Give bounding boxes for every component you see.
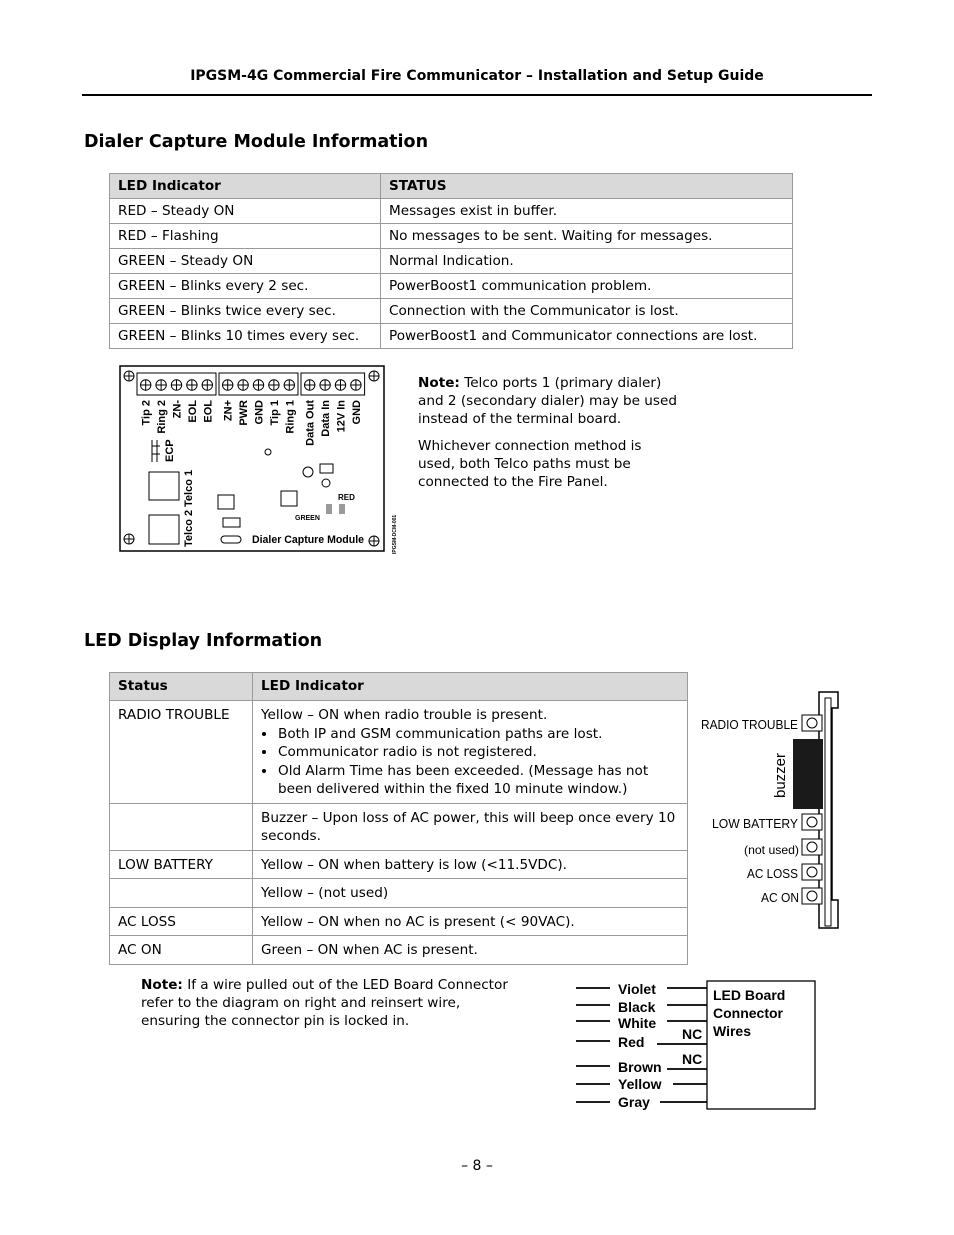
radio-trouble-led: [802, 715, 822, 731]
cell-text: Yellow – ON when radio trouble is present.: [261, 707, 548, 723]
terminal-label: Tip 2: [140, 400, 153, 426]
screw-terminal-icon: [351, 380, 361, 390]
table-cell: AC LOSS: [110, 907, 253, 936]
wire-yellow: [576, 1076, 707, 1092]
table-row: [110, 936, 688, 965]
terminal-label: GND: [253, 400, 266, 425]
table-cell: RED – Flashing: [110, 224, 381, 249]
mounting-hole-icon: [369, 371, 379, 381]
table-cell: [110, 803, 253, 850]
column-header: Status: [110, 673, 253, 701]
screw-terminal-icon: [335, 380, 345, 390]
table-row: [110, 249, 793, 274]
mounting-hole-icon: [124, 534, 134, 544]
ac-on-label: AC ON: [761, 890, 799, 905]
wire-label: Black: [618, 999, 656, 1015]
screw-terminal-icon: [305, 380, 315, 390]
table-cell: [110, 879, 253, 908]
nc-label: NC: [682, 1051, 703, 1067]
table-row: [110, 274, 793, 299]
table-row: [110, 324, 793, 349]
wire-gray: [576, 1094, 707, 1110]
table-cell: PowerBoost1 communication problem.: [381, 274, 793, 299]
table-cell: [253, 701, 688, 804]
wire-violet: [576, 981, 707, 997]
table-cell: GREEN – Blinks 10 times every sec.: [110, 324, 381, 349]
table-row: [110, 224, 793, 249]
screw-terminal-icon: [223, 380, 233, 390]
table-cell: PowerBoost1 and Communicator connections are lost.: [381, 324, 793, 349]
terminal-label: Ring 1: [284, 400, 297, 434]
table-cell: RADIO TROUBLE: [110, 701, 253, 804]
note-text: Telco ports 1 (primary dialer) and 2 (secondary dialer) may be used instead of the terminal board.: [418, 375, 677, 427]
screw-terminal-icon: [141, 380, 151, 390]
ecp-label: ECP: [164, 439, 176, 462]
dialer-led-table: [109, 173, 793, 349]
terminal-label: Data In: [320, 400, 333, 437]
terminal-label: Tip 1: [268, 400, 281, 426]
terminal-label: GND: [350, 400, 363, 425]
terminal-label: Data Out: [304, 400, 317, 446]
table-cell: Normal Indication.: [381, 249, 793, 274]
connector-box-line: Connector: [713, 1005, 783, 1021]
note-label: Note:: [141, 977, 183, 993]
column-header: LED Indicator: [253, 673, 688, 701]
screw-terminal-icon: [171, 380, 181, 390]
buzzer-label: buzzer: [772, 752, 789, 798]
connector-wires-diagram: [570, 975, 820, 1115]
red-led: [339, 504, 345, 514]
telco1-jack: [149, 472, 179, 500]
table-row: [110, 907, 688, 936]
telco-note: [418, 374, 682, 500]
not-used-led: [802, 839, 822, 855]
screw-terminal-icon: [284, 380, 294, 390]
page-number: – 8 –: [461, 1158, 493, 1174]
nc-label: NC: [682, 1026, 703, 1042]
ac-loss-label: AC LOSS: [747, 866, 799, 881]
board-side-code: IPGSM-DCM-001: [392, 514, 398, 554]
header-rule: [82, 94, 872, 96]
telco2-label: Telco 2: [183, 509, 195, 547]
screw-terminal-icon: [269, 380, 279, 390]
screw-terminal-icon: [187, 380, 197, 390]
screw-terminal-icon: [156, 380, 166, 390]
green-led: [326, 504, 332, 514]
screw-terminal-icon: [238, 380, 248, 390]
page-header: IPGSM-4G Commercial Fire Communicator – Installation and Setup Guide: [190, 68, 764, 84]
telco1-label: Telco 1: [183, 469, 195, 507]
table-row: [110, 701, 688, 804]
connector-box-line: LED Board: [713, 987, 786, 1003]
note-label: Note:: [418, 375, 460, 391]
bullet-list: [261, 725, 679, 799]
dialer-capture-module-diagram: [112, 362, 402, 558]
table-cell: Green – ON when AC is present.: [253, 936, 688, 965]
terminal-label: ZN+: [222, 400, 235, 422]
terminal-label: EOL: [202, 400, 215, 423]
board-component: [221, 536, 241, 543]
radio-trouble-label: RADIO TROUBLE: [701, 717, 799, 732]
green-led-label: GREEN: [295, 515, 320, 522]
table-row: [110, 199, 793, 224]
screw-terminal-icon: [320, 380, 330, 390]
board-component: [218, 495, 234, 509]
table-row: [110, 879, 688, 908]
list-item: • Old Alarm Time has been exceeded. (Message has not been delivered within the fixed 10 minute window.): [277, 762, 679, 799]
table-header-row: [110, 673, 688, 701]
note-text-2: Whichever connection method is used, both Telco paths must be connected to the Fire Panel.: [418, 438, 642, 490]
screw-terminal-icon: [253, 380, 263, 390]
mounting-hole-icon: [369, 536, 379, 546]
table-cell: Connection with the Communicator is lost.: [381, 299, 793, 324]
wire-label: Violet: [618, 981, 656, 997]
table-cell: GREEN – Blinks twice every sec.: [110, 299, 381, 324]
table-cell: RED – Steady ON: [110, 199, 381, 224]
wire-label: Red: [618, 1034, 645, 1050]
led-display-table: [109, 672, 688, 965]
not-used-label: (not used): [744, 843, 800, 857]
section-heading-dialer: Dialer Capture Module Information: [84, 132, 429, 152]
list-item: • Communicator radio is not registered.: [277, 743, 679, 762]
board-title: Dialer Capture Module: [252, 534, 364, 546]
table-cell: GREEN – Blinks every 2 sec.: [110, 274, 381, 299]
table-cell: Yellow – ON when battery is low (<11.5VDC).: [253, 850, 688, 879]
table-cell: LOW BATTERY: [110, 850, 253, 879]
terminal-label: Ring 2: [156, 400, 169, 434]
terminal-label: ZN-: [171, 400, 184, 419]
wire-note: [141, 976, 521, 1030]
table-cell: GREEN – Steady ON: [110, 249, 381, 274]
table-cell: Messages exist in buffer.: [381, 199, 793, 224]
wire-label: White: [618, 1015, 657, 1031]
wire-label: Yellow: [618, 1076, 662, 1092]
table-cell: No messages to be sent. Waiting for messages.: [381, 224, 793, 249]
terminal-label: 12V In: [335, 400, 348, 433]
low-battery-label: LOW BATTERY: [712, 816, 799, 831]
table-cell: Buzzer – Upon loss of AC power, this will beep once every 10 seconds.: [253, 803, 688, 850]
ac-loss-led: [802, 864, 822, 880]
table-row: [110, 299, 793, 324]
board-component: [320, 464, 333, 473]
wire-label: Brown: [618, 1059, 662, 1075]
red-led-label: RED: [338, 493, 355, 502]
low-battery-led: [802, 814, 822, 830]
note-text: If a wire pulled out of the LED Board Connector refer to the diagram on right and reinsert wire, ensuring the connector pin is locked in.: [141, 977, 508, 1029]
table-row: [110, 850, 688, 879]
telco2-jack: [149, 515, 179, 544]
table-row: [110, 803, 688, 850]
table-cell: Yellow – ON when no AC is present (< 90VAC).: [253, 907, 688, 936]
terminal-block-housing: [301, 373, 365, 395]
buzzer: [793, 739, 823, 809]
table-cell: AC ON: [110, 936, 253, 965]
connector-box-line: Wires: [713, 1023, 752, 1039]
column-header: LED Indicator: [110, 174, 381, 199]
table-cell: Yellow – (not used): [253, 879, 688, 908]
board-component: [223, 518, 240, 527]
section-heading-led-display: LED Display Information: [84, 631, 323, 651]
list-item: • Both IP and GSM communication paths are lost.: [277, 725, 679, 744]
screw-terminal-icon: [202, 380, 212, 390]
wire-label: Gray: [618, 1094, 650, 1110]
board-component: [281, 491, 297, 506]
wire-black: [576, 999, 707, 1015]
column-header: STATUS: [381, 174, 793, 199]
table-header-row: [110, 174, 793, 199]
mounting-hole-icon: [124, 371, 134, 381]
led-board-diagram: [695, 688, 845, 933]
ac-on-led: [802, 888, 822, 904]
terminal-label: EOL: [186, 400, 199, 423]
terminal-label: PWR: [238, 400, 251, 426]
